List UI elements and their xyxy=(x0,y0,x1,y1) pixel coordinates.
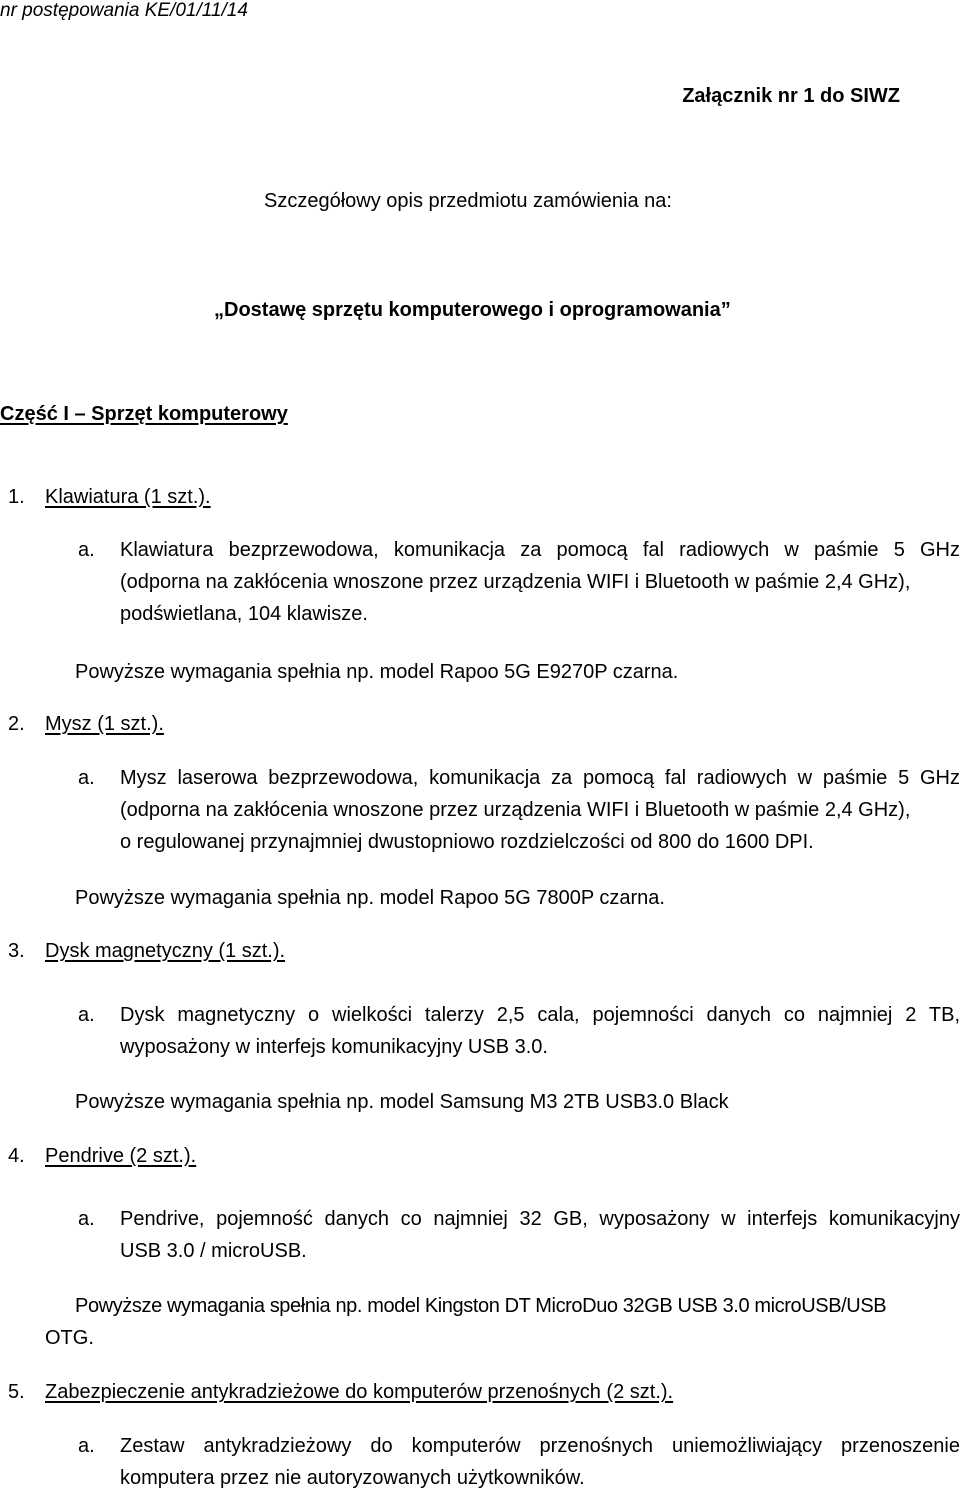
sub-item-line: USB 3.0 / microUSB. xyxy=(120,1240,307,1262)
model-note: Powyższe wymagania spełnia np. model Kingston DT MicroDuo 32GB USB 3.0 microUSB/USB xyxy=(75,1295,887,1317)
item-number: 1. xyxy=(8,486,25,508)
sub-item-letter: a. xyxy=(78,1208,95,1230)
model-note-continuation: OTG. xyxy=(45,1327,94,1349)
sub-item-line: Klawiatura bezprzewodowa, komunikacja za pomocą fal radiowych w paśmie 5 GHz xyxy=(120,539,960,561)
item-number: 5. xyxy=(8,1381,25,1403)
sub-item-letter: a. xyxy=(78,767,95,789)
item-number: 4. xyxy=(8,1145,25,1167)
sub-item-line: o regulowanej przynajmniej dwustopniowo rozdzielczości od 800 do 1600 DPI. xyxy=(120,831,814,853)
item-number: 3. xyxy=(8,940,25,962)
sub-item-line: (odporna na zakłócenia wnoszone przez urządzenia WIFI i Bluetooth w paśmie 2,4 GHz), xyxy=(120,799,911,821)
sub-item-line: Pendrive, pojemność danych co najmniej 32 GB, wyposażony w interfejs komunikacyjny xyxy=(120,1208,960,1230)
sub-item-line: Zestaw antykradzieżowy do komputerów przenośnych uniemożliwiający przenoszenie xyxy=(120,1435,960,1457)
sub-item-line: komputera przez nie autoryzowanych użytkowników. xyxy=(120,1467,585,1489)
model-note: Powyższe wymagania spełnia np. model Rapoo 5G 7800P czarna. xyxy=(75,887,665,909)
item-heading-hard-drive: Dysk magnetyczny (1 szt.). xyxy=(45,940,286,962)
sub-item-line: podświetlana, 104 klawisze. xyxy=(120,603,368,625)
model-note: Powyższe wymagania spełnia np. model Rapoo 5G E9270P czarna. xyxy=(75,661,679,683)
sub-item-line: wyposażony w interfejs komunikacyjny USB 3.0. xyxy=(120,1036,548,1058)
model-note: Powyższe wymagania spełnia np. model Samsung M3 2TB USB3.0 Black xyxy=(75,1091,729,1113)
item-heading-anti-theft: Zabezpieczenie antykradzieżowe do komputerów przenośnych (2 szt.). xyxy=(45,1381,674,1403)
part-heading: Część I – Sprzęt komputerowy xyxy=(0,403,288,425)
document-reference: nr postępowania KE/01/11/14 xyxy=(0,0,248,21)
subtitle: Szczegółowy opis przedmiotu zamówienia na: xyxy=(264,190,672,212)
item-heading-keyboard: Klawiatura (1 szt.). xyxy=(45,486,211,508)
item-heading-pendrive: Pendrive (2 szt.). xyxy=(45,1145,197,1167)
item-heading-mouse: Mysz (1 szt.). xyxy=(45,713,164,735)
sub-item-letter: a. xyxy=(78,539,95,561)
sub-item-line: (odporna na zakłócenia wnoszone przez urządzenia WIFI i Bluetooth w paśmie 2,4 GHz), xyxy=(120,571,911,593)
sub-item-line: Mysz laserowa bezprzewodowa, komunikacja za pomocą fal radiowych w paśmie 5 GHz xyxy=(120,767,960,789)
sub-item-letter: a. xyxy=(78,1004,95,1026)
sub-item-letter: a. xyxy=(78,1435,95,1457)
sub-item-line: Dysk magnetyczny o wielkości talerzy 2,5 cala, pojemności danych co najmniej 2 TB, xyxy=(120,1004,960,1026)
item-number: 2. xyxy=(8,713,25,735)
annex-label: Załącznik nr 1 do SIWZ xyxy=(682,85,900,107)
document-title: „Dostawę sprzętu komputerowego i oprogramowania” xyxy=(214,299,731,321)
